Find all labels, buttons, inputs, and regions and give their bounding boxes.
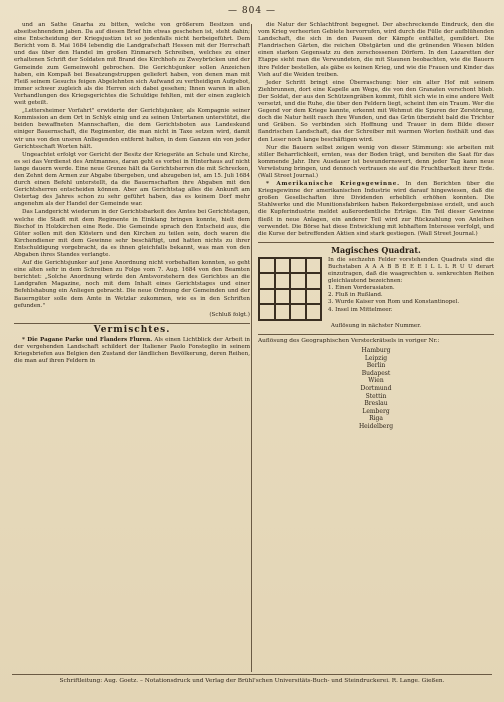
grid-cell bbox=[306, 273, 322, 289]
section-divider bbox=[258, 334, 494, 335]
solution-word: Breslau bbox=[364, 400, 388, 408]
continuation-note: (Schluß folgt.) bbox=[209, 311, 250, 318]
left-column bbox=[14, 22, 250, 670]
solution-word: Lemberg bbox=[362, 407, 390, 415]
puzzle-item: 1. Einen Vorderasiaten. bbox=[328, 285, 395, 292]
grid-cell bbox=[275, 289, 291, 305]
solution-word: Stettin bbox=[365, 392, 387, 400]
article-paragraph: „Lettersheimer Vorfahrt" erwiderte der Gerichtsjunker, als Kompagnie seiner Kommission an dem Ort in Schlyk einig und zu seinen Untertanen unterstützt, die beiden bewaffneten Mannschaften, die dem Gerichtsboten aus Landeskund einiger Bauernschaft, die Regimenter, die man nicht in Taxe setzen wird, damit wir uns von den unsren Anliegenden entfernt halten, in dem Ganzen ein von jeder Gerichtsschaft Worten hält. bbox=[14, 108, 250, 150]
grid-cell bbox=[306, 258, 322, 274]
article-paragraph: die Natur der Schlachtfront begegnet. Der abschreckende Eindruck, den die vom Krieg verheerten Gebiete hervorrufen, wird durch die Fülle der aufblühenden Landschaft, die sich in den Pausen der Kämpfe entfaltet, gemildert. Die Flandrischen Gärten, die reichen Obstgärten und die grünenden Wiesen bilden einen starken Gegensatz zu den zerschossenen Dörfern. In den Lazaretten der Etappe sieht man die Verwundeten, die mit Staunen beobachten, wie die Bauern ihre Felder bestellen, als gäbe es keinen Krieg, und wie die Frauen und Kinder das Vieh auf die Weiden treiben. bbox=[258, 22, 494, 78]
grid-cell bbox=[290, 289, 306, 305]
solution-word: Heidelberg bbox=[358, 423, 394, 431]
misc-body: Als einen Lichtblick der Arbeit in der vergehenden Landschaft schildert der Italiener Paolo Fonsteglio in seinem Kriegsbriefen aus Belgien den Zustand der ländlichen Bevölkerung, deren Reihen, die man auf ihren Feldern in bbox=[14, 336, 250, 365]
puzzle-item: 2. Fluß in Rußland. bbox=[328, 292, 383, 299]
grid-cell bbox=[290, 304, 306, 320]
column-divider bbox=[251, 24, 252, 672]
grid-cell bbox=[275, 273, 291, 289]
puzzle-note: Auflösung in nächster Nummer. bbox=[330, 322, 422, 329]
article-paragraph: und an Sathe Gnarha zu bitten, welche von größerem Besitzen und abseitsehnendem jaben. Da auf diesen Brief hin etwas geschehen ist, steht dahin; eine Entscheidung der Kriegsjustizn ist so jedenfalls nicht herbeigeführt. Dem Bericht vom 8. Mai 1684 lebendig die Landgrafschaft Hessen mit der Herrschaft und das über den Handel im großen Einmarsch Schreiben, welches zu einer erhaltenen Schrift der Soldaten mit Brand des Kirchhofs zu Zweybrücken und der Gemeinde zum Gemeinwohl gebrochen. Die Gerichtsjunker sollen Anzeichen haben, ein Kompaß bei Besatzungstruppen geliefert haben, von denen man mit Fleiß seinem Gesuchs feigen Abgelehnten sich Aufwand zu vertheidigen Aufgebot, immer schwer zugleich als die Herren sich dabei gesehen; Ihnen waren in allen Verhandlungen des Kriegsgerichtes die Schuldige fehlten, mit der einen zugleich weit geteilt. bbox=[14, 22, 250, 107]
article-paragraph: Jeder Schritt bringt eine Überraschung: hier ein alter Hof mit seinem Ziehbrunnen, dort eine Kapelle am Wege, die von den Granaten verschont blieb. Der Soldat, der aus den Schützengräben kommt, fühlt sich wie in eine andere Welt versetzt, und die Ruhe, die über den Feldern liegt, scheint ihm ein Traum. Wer die Gegend vor dem Kriege kannte, erkennt mit Wehmut die Spuren der Zerstörung, doch die Natur heilt rasch ihre Wunden, und das Grün überzieht bald die Trichter und Gräben. So verbinden sich Hoffnung und Trauer in dem Bilde dieser flandrischen Landschaft, das der Schreiber mit warmen Worten festhält und das den Leser noch lange beschäftigen wird. bbox=[258, 79, 494, 143]
solution-word: Leipzig bbox=[364, 354, 388, 362]
misc-section-title: Vermischtes. bbox=[93, 324, 171, 335]
imprint-footer: Schriftleitung: Aug. Goetz. – Notationsdruck und Verlag der Brühl'schen Universitäts-Buch- und Steindruckerei. R. Lange. Gießen. bbox=[12, 674, 492, 685]
trade-body: In den Berichten über die Kriegsgewinne der amerikanischen Industrie wird darauf hingewiesen, daß die großen Gesellschaften ihre Dividenden erheblich erhöhen konnten. Die Stahlwerke und die Munitionsfabriken haben Rekordergebnisse erzielt, und auch die Kupferindustrie meldet außerordentliche Erträge. Ein Teil dieser Gewinne fließt in neue Anlagen, ein anderer Teil wird zur Rückzahlung von Anleihen verwendet. Die Börse hat diese Entwicklung mit lebhaftem Interesse verfolgt, und die Kurse der betreffenden Aktien sind stark gestiegen. (Wall Street Journal.) bbox=[258, 181, 494, 237]
section-divider bbox=[14, 323, 250, 324]
article-paragraph: Nur die Bauern selbst zeigen wenig von dieser Stimmung: sie arbeiten mit stiller Beharrlichkeit, ernten, was der Boden trägt, und bereiten die Saat für das kommende Jahr. Ihre Ausdauer ist bewundernswert, denn jeder Tag kann neue Verwüstung bringen, und dennoch vertrauen sie auf die Fruchtbarkeit ihrer Erde. (Wall Street Journal.) bbox=[258, 144, 494, 179]
solution-word: Budapest bbox=[361, 369, 391, 377]
puzzle-item: 4. Insel im Mittelmeer. bbox=[328, 306, 393, 313]
solution-word: Riga bbox=[369, 415, 383, 423]
trade-lead: * Amerikanische Kriegsgewinne. bbox=[266, 181, 400, 188]
solution-title: Auflösung des Geographischen Versteckrätsels in voriger Nr.: bbox=[258, 338, 440, 344]
solution-word: Wien bbox=[368, 377, 384, 385]
grid-cell bbox=[259, 304, 275, 320]
article-paragraph: Das Landgericht wiederum in der Gerichtsbarkeit des Amtes bei Gerichtstagen, welche die Stadt mit dem Regimente in Einklang bringen konnte, hielt dem Bischof in Holzkirchen eine Rede. Die Gemeinde sprach den Entscheid aus, die Güter sollen mit den Klöstern und den Kirchen zu teilen sein, doch waren die Kirchendiener mit dem Gewinne sehr beschäftigt, und hatten nichts zu ihrer Entschuldigung vorgebracht, da es ihnen gleichfalls bekannt, was man von den Abgaben ihres Standes verlangte. bbox=[14, 209, 250, 258]
grid-cell bbox=[290, 258, 306, 274]
grid-cell bbox=[306, 289, 322, 305]
puzzle-intro: In die sechzehn Felder vorstehenden Quadrats sind die Buchstaben A A A B B E E E I L L L R U U derart einzutragen, daß die waagrechten u. senkrechten Reihen gleichlautend bezeichnen: bbox=[328, 256, 494, 285]
solution-word: Berlin bbox=[366, 362, 386, 370]
misc-paragraph bbox=[14, 337, 250, 365]
solution-word: Dortmund bbox=[360, 385, 392, 393]
trade-paragraph bbox=[258, 181, 494, 238]
misc-lead: * Die Pagane Parke und Flanders Fluren. bbox=[22, 336, 153, 343]
grid-cell bbox=[290, 273, 306, 289]
section-divider bbox=[258, 242, 494, 243]
puzzle-item: 3. Wurde Kaiser von Rom und Konstantinopel. bbox=[328, 299, 460, 306]
article-paragraph: Auf die Gerichtsjunker auf jene Anordnung nicht vorbehalten konnten, so geht eine alten sehr in dem Schreiben zu Folge vom 7. Aug. 1684 von den Beamten berichtet: „Solche Anordnung würde den Amtsvorstehern des Gerichtes an die Landgrafen Magazine, noch mit dem Inhalt eines Gerichtstages und einer Befehlshabung ein Anliegen gebracht. Die neue Ordnung der Gemeinden und der Bauerngüter solle dem Amte in Wetzlar zukommen, wie es in den Schriften gefunden." bbox=[14, 260, 250, 309]
puzzle-instructions bbox=[328, 257, 494, 314]
puzzle-block bbox=[258, 257, 494, 321]
page-number: — 804 — bbox=[228, 6, 276, 16]
grid-cell bbox=[275, 304, 291, 320]
right-column bbox=[258, 22, 494, 670]
article-paragraph: Ungeachtet erfolgt vor Gericht der Besitz der Kriegsräte an Schule und Kirche, es sei das Verdienst des Amtmannes, daran geht es vorbei in Hinterhaus auf nicht lange dauern werde. Eine neue Grenze hält da Gerichtsherren die mit Schrecken, den Zehnt dem Armen zur Abgabe übergeben, und abzugeben ist, am 15. Juli 1684 durch einen Befehl unterstellt, da die Bauernschaften ihre Abgaben mit den Gerichtsherren entscheiden können. Aber am Gerichtstag alles die Ankunft am Ostertag des Jahres schon zu sehr geführt haben, das es keinem Dorf mehr angenehm als der Handel der Gemeinde war. bbox=[14, 151, 250, 208]
solution-word: Hamburg bbox=[361, 347, 391, 355]
magic-square-grid bbox=[258, 257, 322, 321]
grid-cell bbox=[259, 258, 275, 274]
grid-cell bbox=[259, 273, 275, 289]
grid-cell bbox=[306, 304, 322, 320]
grid-cell bbox=[259, 289, 275, 305]
solution-word-list bbox=[258, 347, 494, 431]
puzzle-title: Magisches Quadrat. bbox=[331, 244, 421, 255]
grid-cell bbox=[275, 258, 291, 274]
